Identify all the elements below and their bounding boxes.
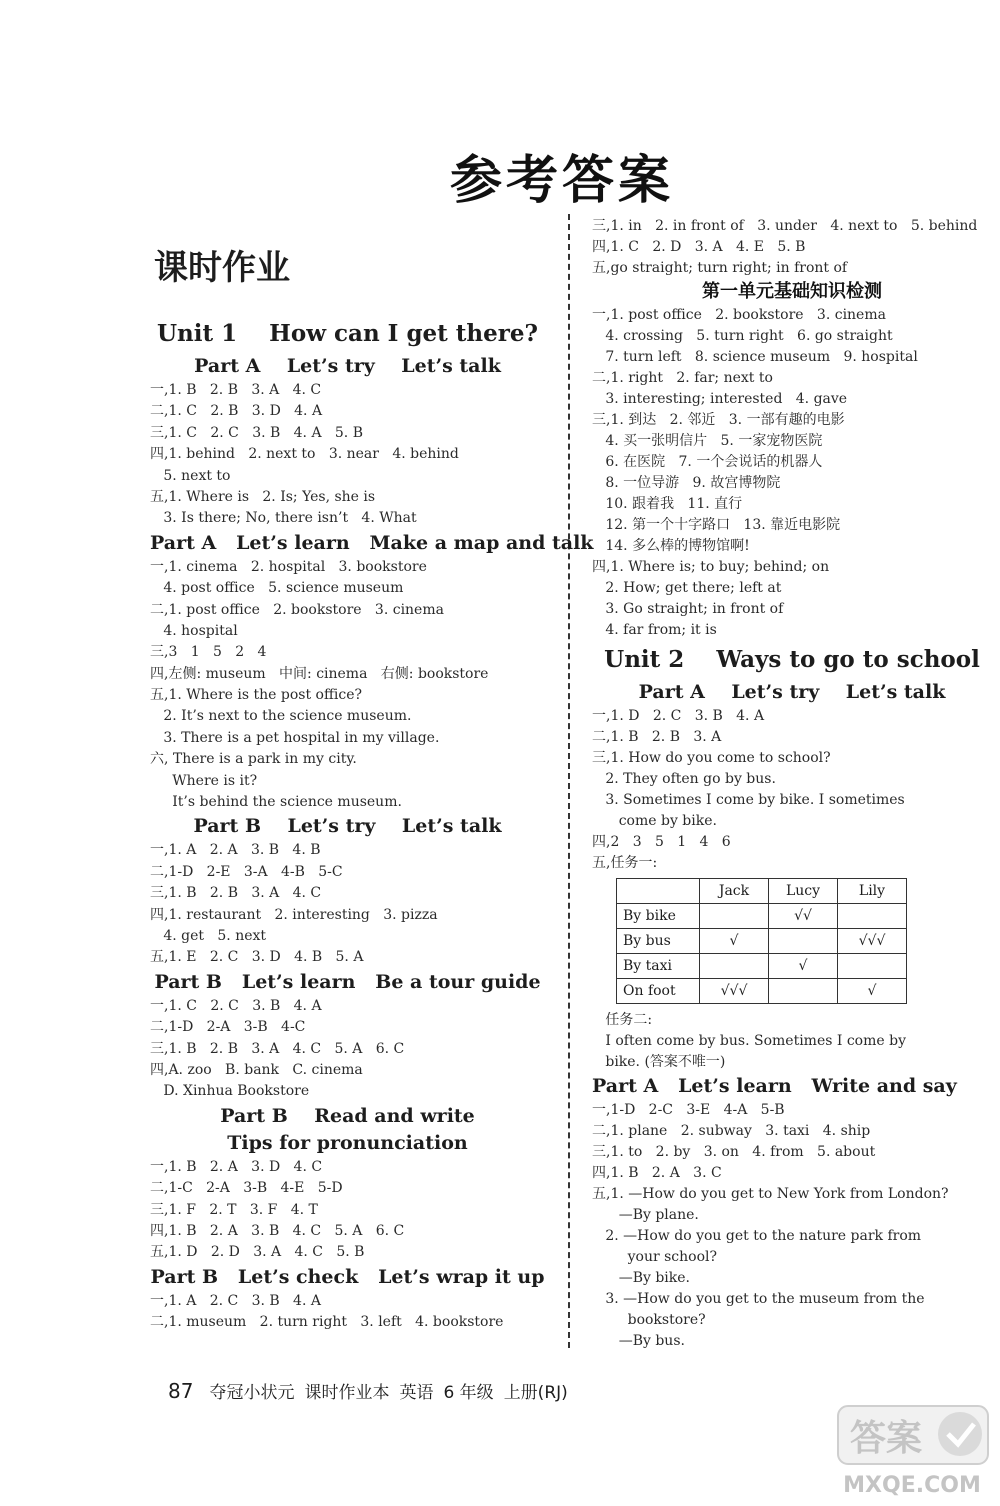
table-row — [617, 929, 907, 954]
answer-line: 五,1. D 2. D 3. A 4. C 5. B — [150, 1244, 365, 1261]
answer-line: 四,1. B 2. A 3. B 4. C 5. A 6. C — [150, 1222, 405, 1239]
check-cell — [769, 979, 838, 1004]
answer-line: 二,1-C 2-A 3-B 4-E 5-D — [150, 1180, 343, 1197]
answer-block — [592, 305, 992, 641]
answer-line: I often come by bus. Sometimes I come by — [592, 1033, 906, 1049]
answer-block — [150, 840, 545, 968]
answer-line: 一,1. post office 2. bookstore 3. cinema — [592, 307, 886, 323]
answer-line: 四,A. zoo B. bank C. cinema — [150, 1061, 363, 1078]
answer-line: 2. They often go by bus. — [592, 771, 776, 787]
answer-line: 4. 买一张明信片 5. 一家宠物医院 — [592, 433, 823, 449]
answer-line: 三,1. to 2. by 3. on 4. from 5. about — [592, 1144, 876, 1160]
answer-line: 任务二: — [592, 1012, 653, 1028]
footer — [168, 1378, 578, 1403]
series-name: 课时作业本 — [304, 1383, 390, 1403]
answer-line: 三,1. How do you come to school? — [592, 750, 831, 766]
answer-line: 四,1. B 2. A 3. C — [592, 1165, 722, 1181]
check-cell: √√√ — [838, 929, 907, 954]
watermark-text: 答案 — [849, 1418, 923, 1459]
row-label: By taxi — [617, 954, 700, 979]
row-label: On foot — [617, 979, 700, 1004]
table-row — [617, 954, 907, 979]
answer-line: 3. Go straight; in front of — [592, 601, 784, 617]
answer-line: 二,1. C 2. B 3. D 4. A — [150, 403, 323, 420]
answer-line: 一,1. B 2. B 3. A 4. C — [150, 382, 322, 398]
answer-line: 五,1. E 2. C 3. D 4. B 5. A — [150, 949, 364, 966]
test-title: 第一单元基础知识检测 — [702, 281, 882, 302]
row-label: By bike — [617, 904, 700, 929]
answer-line: bike. (答案不唯一) — [592, 1054, 726, 1070]
table-header: Lily — [838, 879, 907, 904]
check-cell — [700, 904, 769, 929]
check-cell: √ — [769, 954, 838, 979]
answer-line: 三,1. C 2. C 3. B 4. A 5. B — [150, 424, 364, 441]
table-header: Lucy — [769, 879, 838, 904]
answer-line: 四,1. behind 2. next to 3. near 4. behind — [150, 446, 459, 463]
answer-line: 2. How; get there; left at — [592, 580, 782, 596]
answer-line: 一,1. D 2. C 3. B 4. A — [592, 708, 765, 724]
answer-line: 四,1. restaurant 2. interesting 3. pizza — [150, 906, 438, 923]
page-title: 参考答案 — [449, 151, 674, 211]
check-cell — [838, 954, 907, 979]
transport-table — [616, 878, 907, 1004]
part-title: Part B Let’s try Let’s talk — [193, 815, 502, 838]
answer-line: 四,左侧: museum 中间: cinema 右侧: bookstore — [150, 665, 489, 682]
part-subtitle: Tips for pronunciation — [227, 1131, 468, 1154]
answer-line: 三,1. F 2. T 3. F 4. T — [150, 1201, 318, 1218]
answer-line: bookstore? — [592, 1312, 706, 1328]
answer-line: 4. far from; it is — [592, 622, 717, 638]
page-number: 87 — [168, 1379, 194, 1403]
part-title: Part A Let’s try Let’s talk — [638, 681, 946, 703]
answer-line: D. Xinhua Bookstore — [150, 1083, 310, 1100]
watermark-logo — [820, 1400, 996, 1500]
answer-line: 五,1. —How do you get to New York from London? — [592, 1186, 949, 1202]
answer-line: 一,1. A 2. C 3. B 4. A — [150, 1292, 321, 1309]
answer-line: 4. hospital — [150, 622, 238, 639]
answer-line: 二,1. post office 2. bookstore 3. cinema — [150, 601, 444, 618]
answer-block — [150, 557, 545, 814]
answer-line: 3. Is there; No, there isn’t 4. What — [150, 510, 417, 527]
answer-line: 12. 第一个十字路口 13. 靠近电影院 — [592, 517, 841, 533]
column-divider — [568, 214, 570, 1348]
volume: 上册(RJ) — [503, 1383, 568, 1403]
book-name: 夺冠小状元 — [209, 1383, 295, 1403]
subject: 英语 — [399, 1383, 434, 1403]
check-cell: √ — [838, 979, 907, 1004]
answer-block — [592, 1010, 992, 1073]
part-title: Part B Let’s learn Be a tour guide — [154, 970, 541, 993]
answer-line: 8. 一位导游 9. 故宫博物院 — [592, 475, 781, 491]
right-column — [592, 216, 992, 1352]
answer-line: 四,1. Where is; to buy; behind; on — [592, 559, 830, 575]
answer-line: 二,1. plane 2. subway 3. taxi 4. ship — [592, 1123, 871, 1139]
answer-line: —By bus. — [592, 1333, 685, 1349]
answer-line: 一,1. C 2. C 3. B 4. A — [150, 997, 322, 1014]
part-title: Part A Let’s learn Make a map and talk — [150, 531, 594, 554]
answer-block — [150, 1291, 545, 1334]
answer-line: 4. get 5. next — [150, 927, 267, 944]
answer-line: 五,go straight; turn right; in front of — [592, 260, 848, 276]
unit-title: Unit 1 How can I get there? — [156, 320, 539, 347]
check-cell: √ — [700, 929, 769, 954]
answer-line: 二,1. right 2. far; next to — [592, 370, 773, 386]
answer-block — [150, 1157, 545, 1264]
answer-line: 二,1-D 2-A 3-B 4-C — [150, 1019, 306, 1036]
left-column — [150, 240, 594, 1333]
answer-line: 2. It’s next to the science museum. — [150, 708, 412, 725]
answer-line: 三,1. B 2. B 3. A 4. C 5. A 6. C — [150, 1040, 405, 1057]
part-title: Part A Let’s learn Write and say — [592, 1075, 957, 1097]
table-corner — [617, 879, 700, 904]
table-header: Jack — [700, 879, 769, 904]
answer-line: —By plane. — [592, 1207, 699, 1223]
answer-line: 2. —How do you get to the nature park from — [592, 1228, 922, 1244]
watermark-url: MXQE.COM — [843, 1473, 981, 1498]
section-title: 课时作业 — [154, 248, 290, 288]
part-title: Part A Let’s try Let’s talk — [194, 355, 501, 377]
check-cell — [838, 904, 907, 929]
answer-line: 五,任务一: — [592, 855, 658, 871]
row-label: By bus — [617, 929, 700, 954]
answer-line: 4. crossing 5. turn right 6. go straight — [592, 328, 893, 344]
answer-line: 六, There is a park in my city. — [150, 751, 357, 768]
answer-line: 14. 多么棒的博物馆啊! — [592, 538, 750, 554]
answer-block — [592, 706, 992, 874]
answer-line: 3. interesting; interested 4. gave — [592, 391, 848, 407]
answer-line: 6. 在医院 7. 一个会说话的机器人 — [592, 454, 823, 470]
answer-line: 四,2 3 5 1 4 6 — [592, 834, 731, 850]
answer-block — [592, 1100, 992, 1352]
answer-line: 五,1. Where is the post office? — [150, 687, 363, 704]
answer-block — [592, 216, 992, 279]
table-row — [617, 979, 907, 1004]
check-cell: √√√ — [700, 979, 769, 1004]
answer-line: 五,1. Where is 2. Is; Yes, she is — [150, 488, 376, 505]
answer-line: 三,1. B 2. B 3. A 4. C — [150, 885, 322, 902]
answer-line: 一,1. B 2. A 3. D 4. C — [150, 1158, 323, 1175]
answer-line: 二,1-D 2-E 3-A 4-B 5-C — [150, 863, 343, 880]
answer-line: 4. post office 5. science museum — [150, 580, 404, 597]
answer-line: 3. There is a pet hospital in my village. — [150, 729, 440, 746]
part-title: Part B Let’s check Let’s wrap it up — [150, 1265, 545, 1288]
answer-line: 三,1. in 2. in front of 3. under 4. next to 5. behind — [592, 218, 978, 234]
answer-line: come by bike. — [592, 813, 717, 829]
answer-line: 3. Sometimes I come by bike. I sometimes — [592, 792, 905, 808]
answer-line: 一,1. A 2. A 3. B 4. B — [150, 842, 321, 859]
answer-line: 7. turn left 8. science museum 9. hospital — [592, 349, 918, 365]
answer-line: 三,1. 到达 2. 邻近 3. 一部有趣的电影 — [592, 412, 845, 428]
part-title: Part B Read and write — [220, 1104, 475, 1127]
answer-line: 三,3 1 5 2 4 — [150, 644, 267, 661]
answer-line: 一,1-D 2-C 3-E 4-A 5-B — [592, 1102, 785, 1118]
answer-line: 5. next to — [150, 467, 231, 484]
check-cell — [769, 929, 838, 954]
answer-line: your school? — [592, 1249, 717, 1265]
answer-line: It’s behind the science museum. — [150, 794, 402, 811]
unit-title: Unit 2 Ways to go to school — [604, 646, 980, 673]
answer-block — [150, 996, 545, 1103]
answer-line: 3. —How do you get to the museum from the — [592, 1291, 925, 1307]
answer-line: 10. 跟着我 11. 直行 — [592, 496, 743, 512]
check-cell — [700, 954, 769, 979]
answer-block — [150, 380, 545, 530]
answer-line: 二,1. museum 2. turn right 3. left 4. bookstore — [150, 1314, 504, 1331]
grade: 6 年级 — [443, 1383, 494, 1403]
answer-line: 二,1. B 2. B 3. A — [592, 729, 722, 745]
answer-line: Where is it? — [150, 772, 258, 789]
answer-line: 一,1. cinema 2. hospital 3. bookstore — [150, 558, 427, 575]
answer-line: —By bike. — [592, 1270, 691, 1286]
table-row — [617, 904, 907, 929]
check-cell: √√ — [769, 904, 838, 929]
answer-line: 四,1. C 2. D 3. A 4. E 5. B — [592, 239, 806, 255]
